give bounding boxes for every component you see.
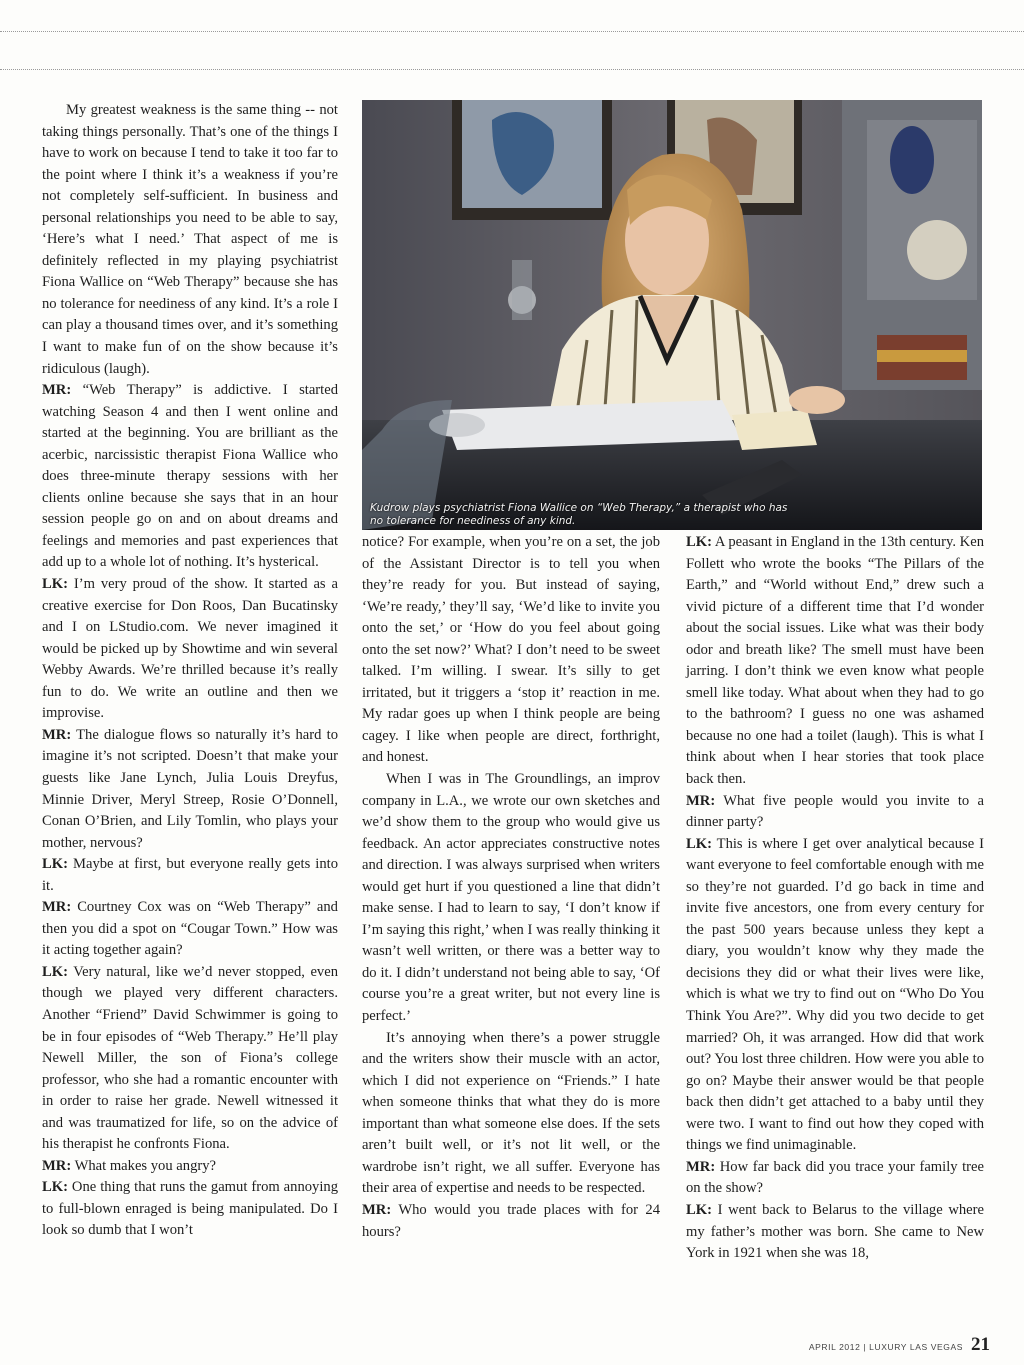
paragraph-text: “Web Therapy” is addictive. I started watching Season 4 and then I went online and started at the beginning. You are brilliant as the acerbic, narcissistic therapist Fiona Wallice who does three-minute therapy sessions with her clients online because she says that in an hour session people go on and on about dreams and feelings and memories and past experiences that add up to a whole lot of nothing. It’s hysterical. xyxy=(42,382,338,571)
speaker-label: LK: xyxy=(42,1179,68,1196)
paragraph xyxy=(42,574,338,725)
paragraph-text: How far back did you trace your family tree on the show? xyxy=(686,1158,984,1197)
speaker-label: MR: xyxy=(362,1201,392,1218)
paragraph-text: I went back to Belarus to the village where my father’s mother was born. She came to New York in 1921 when she was 18, xyxy=(686,1201,984,1262)
paragraph-text: Who would you trade places with for 24 hours? xyxy=(362,1201,661,1240)
speaker-label: LK: xyxy=(686,1201,712,1218)
paragraph xyxy=(42,1177,338,1242)
speaker-label: LK: xyxy=(686,835,712,852)
paragraph-text: notice? For example, when you’re on a set, the job of the Assistant Director is to tell you when they’re ready for you. But instead of saying, ‘We’re ready,’ they’ll say, ‘We’d like to invite you onto the set,’ or ‘How do you feel about going onto the set now?’ What? I don’t need to be sweet talked. I’m willing. I swear. It’s silly to get irritated, but it triggers a ‘stop it’ reaction in me. My radar goes up when I think people are being cagey. I like when people are direct, forthright, and honest. xyxy=(362,534,660,766)
paragraph xyxy=(362,1028,660,1200)
paragraph-text: I’m very proud of the show. It started as a creative exercise for Don Roos, Dan Bucatinsky and I on LStudio.com. We never imagined it would be picked up by Showtime and win several Webby Awards. We’re thrilled because it’s really fun to do. We write an outline and then we improvise. xyxy=(42,576,338,722)
paragraph xyxy=(362,1200,660,1243)
column-3 xyxy=(686,532,984,1265)
paragraph-text: When I was in The Groundlings, an improv company in L.A., we wrote our own sketches and we’d show them to the group who would give us feedback. An actor appreciates constructive notes and direction. I was always surprised when writers would get hurt if you questioned a line that didn’t make sense. I had to learn to say, ‘I don’t know if I’m saying this right,’ when I was really thinking it wasn’t well written, or there was a better way to do it. I didn’t understand not being able to say, ‘Of course you’re a great writer, but not every line is perfect.’ xyxy=(362,771,660,1025)
speaker-label: MR: xyxy=(686,1158,716,1175)
paragraph-text: Maybe at first, but everyone really gets into it. xyxy=(42,856,339,894)
paragraph xyxy=(42,897,338,962)
column-2 xyxy=(362,532,660,1243)
second-dotted-rule xyxy=(0,69,1024,70)
paragraph xyxy=(42,100,338,380)
photo-illustration xyxy=(362,100,982,530)
paragraph xyxy=(362,532,660,769)
paragraph xyxy=(362,769,660,1028)
article-photo xyxy=(362,100,982,530)
paragraph-text: My greatest weakness is the same thing -- not taking things personally. That’s one of the things I have to work on because I tend to take it too far to the point where I think it’s a weakness if you’re not completely self-sufficient. In business and personal relationships you need to be able to say, ‘Here’s what I need.’ That aspect of me is definitely reflected in my playing psychiatrist Fiona Wallice on “Web Therapy” because she has no tolerance for neediness of any kind. It’s a role I can play a thousand times over, and it’s something I want to make fun of on the show because it’s ridiculous (laugh). xyxy=(42,102,338,377)
photo-caption: Kudrow plays psychiatrist Fiona Wallice on “Web Therapy,” a therapist who has no tolerance for neediness of any kind. xyxy=(370,502,788,527)
speaker-label: MR: xyxy=(42,899,72,916)
paragraph xyxy=(686,791,984,834)
speaker-label: MR: xyxy=(42,1157,72,1174)
page-footer xyxy=(809,1334,990,1356)
paragraph xyxy=(686,532,984,791)
paragraph-text: Courtney Cox was on “Web Therapy” and then you did a spot on “Cougar Town.” How was it acting together again? xyxy=(42,899,338,959)
speaker-label: MR: xyxy=(686,792,716,809)
paragraph xyxy=(42,1156,338,1178)
paragraph xyxy=(686,834,984,1157)
paragraph xyxy=(42,725,338,854)
top-dotted-rule xyxy=(0,31,1024,32)
page-number: 21 xyxy=(971,1334,990,1355)
speaker-label: LK: xyxy=(42,576,68,593)
paragraph xyxy=(686,1157,984,1200)
paragraph-text: This is where I get over analytical because I want everyone to feel comfortable enough with me so they’re not guarded. I’d go back in time and invite five ancestors, one from every century for the past 500 years because unless they kept a diary, you wouldn’t know why they made the decisions they did or what their lives were like, which is what we try to find out on “Who Do You Think You Are?”. Why did you two decide to get married? Oh, it was arranged. How did that work out? You lost three children. How were you able to go on? Maybe their answer would be that people back then didn’t get attached to a baby until they were two. I want to find out how they coped with things we find unimaginable. xyxy=(686,835,985,1154)
speaker-label: MR: xyxy=(42,726,72,743)
issue-label: APRIL 2012 | LUXURY LAS VEGAS xyxy=(808,1342,963,1352)
paragraph-text: One thing that runs the gamut from annoying to full-blown enraged is being manipulated. Do I look so dumb that I won’t xyxy=(42,1179,338,1239)
paragraph-text: The dialogue flows so naturally it’s hard to imagine it’s not scripted. Doesn’t that make your guests like Jane Lynch, Julia Louis Dreyfus, Minnie Driver, Meryl Streep, Rosie O’Donnell, Conan O’Brien, and Lily Tomlin, who plays your mother, nervous? xyxy=(42,726,338,851)
paragraph-text: It’s annoying when there’s a power struggle and the writers show their muscle with an actor, which I did not experience on “Friends.” I hate when someone thinks that what they do is more important than what someone else does. If the sets aren’t built well, or it’s not lit well, or the wardrobe isn’t right, we all suffer. Everyone has their area of expertise and needs to be respected. xyxy=(362,1029,660,1197)
paragraph xyxy=(42,380,338,574)
speaker-label: LK: xyxy=(42,856,68,873)
paragraph-text: What makes you angry? xyxy=(74,1157,217,1174)
speaker-label: MR: xyxy=(42,382,72,399)
paragraph xyxy=(42,854,338,897)
speaker-label: LK: xyxy=(42,963,68,980)
paragraph xyxy=(686,1200,984,1265)
paragraph-text: What five people would you invite to a dinner party? xyxy=(686,792,984,831)
paragraph-text: A peasant in England in the 13th century. Ken Follett who wrote the books “The Pillars of the Earth,” and “World without End,” drew such a vivid picture of a different time that I’d wonder about the social issues. Like what was their body odor and breath like? The smell must have been jarring. I don’t think we even know what people smell like today. What about when they had to go to the bathroom? I guess no one was ashamed because no one had a toilet (laugh). This is what I think about when I hear stories that took place back then. xyxy=(686,534,984,788)
speaker-label: LK: xyxy=(686,534,712,550)
paragraph xyxy=(42,962,338,1156)
paragraph-text: Very natural, like we’d never stopped, even though we played very different characters. Another “Friend” David Schwimmer is going to be in four episodes of “Web Therapy.” He’ll play Newell Miller, the son of Fiona’s college professor, who she had a romantic encounter with in order to raise her grade. Newell witnessed it and was traumatized for life, so on the advice of his therapist he confronts Fiona. xyxy=(42,963,338,1153)
column-1 xyxy=(42,100,338,1242)
